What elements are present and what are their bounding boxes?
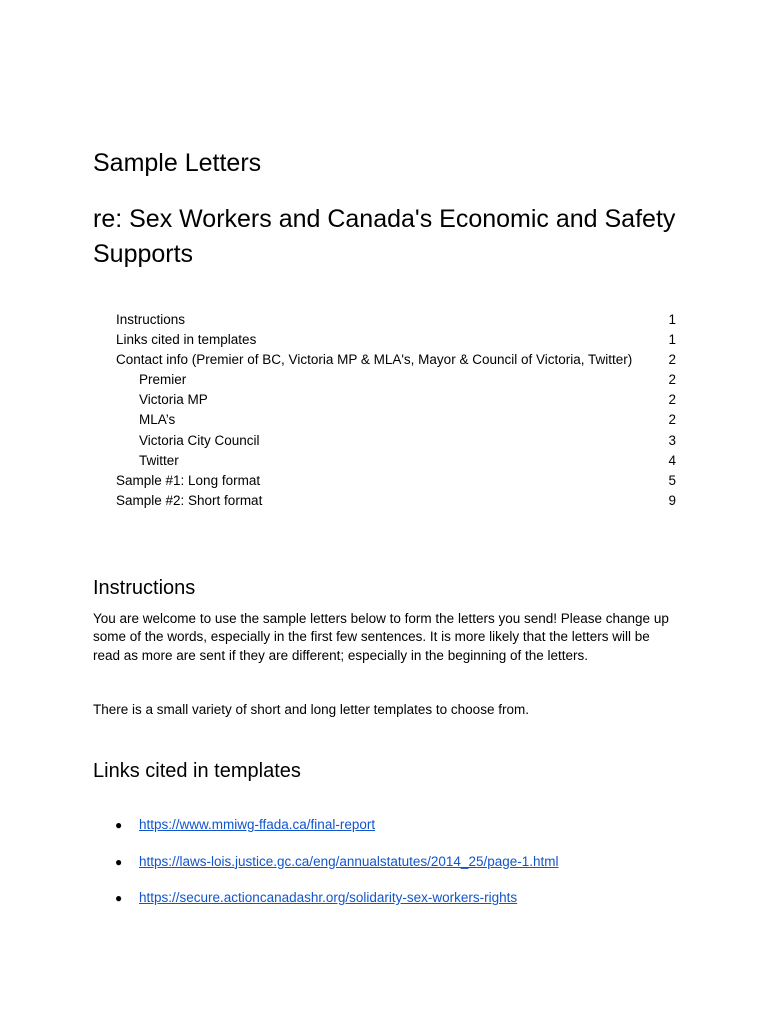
link-mmiwg-final-report[interactable]: https://www.mmiwg-ffada.ca/final-report [139, 817, 376, 832]
toc-entry-label: Twitter [139, 452, 179, 468]
toc-entry-instructions[interactable] [116, 310, 676, 330]
toc-entry-page: 2 [668, 352, 676, 368]
toc-entry-page: 9 [668, 492, 676, 508]
link-annual-statutes[interactable]: https://laws-lois.justice.gc.ca/eng/annualstatutes/2014_25/page-1.html [139, 853, 559, 869]
toc-entry-label: Contact info (Premier of BC, Victoria MP & MLA's, Mayor & Council of Victoria, Twitter) [116, 352, 633, 368]
toc-entry-page: 1 [668, 312, 676, 327]
toc-entry-links[interactable] [116, 330, 676, 350]
toc-entry-mlas[interactable] [116, 410, 676, 430]
toc-entry-label: Sample #2: Short format [116, 492, 263, 508]
bullet-icon: ● [115, 891, 123, 905]
toc-entry-page: 5 [668, 472, 676, 488]
toc-entry-label: Links cited in templates [116, 332, 257, 348]
instructions-paragraph: There is a small variety of short and long letter templates to choose from. [93, 702, 529, 717]
toc-entry-city-council[interactable] [116, 431, 676, 451]
toc-entry-sample-2[interactable] [116, 491, 676, 511]
toc-entry-label: Premier [139, 372, 187, 388]
document-subtitle: re: Sex Workers and Canada's Economic and Safety Supports [93, 205, 676, 268]
toc-entry-label: Instructions [116, 312, 186, 327]
toc-entry-page: 2 [668, 392, 676, 408]
toc-entry-premier[interactable] [116, 370, 676, 390]
toc-entry-label: MLA’s [139, 412, 176, 428]
document-title: Sample Letters [93, 149, 262, 177]
toc-entry-page: 4 [668, 452, 676, 468]
toc-entry-twitter[interactable] [116, 451, 676, 471]
toc-entry-page: 2 [668, 412, 676, 428]
bullet-icon: ● [115, 854, 123, 869]
toc-entry-label: Victoria City Council [139, 432, 260, 448]
toc-entry-page: 2 [668, 372, 676, 388]
toc-entry-page: 1 [668, 332, 676, 348]
link-solidarity-sex-workers[interactable]: https://secure.actioncanadashr.org/solidarity-sex-workers-rights [139, 890, 518, 905]
instructions-heading: Instructions [93, 577, 196, 599]
links-heading: Links cited in templates [93, 760, 301, 782]
toc-entry-victoria-mp[interactable] [116, 390, 676, 410]
toc-entry-page: 3 [668, 432, 676, 448]
links-list [93, 815, 559, 925]
toc-entry-label: Sample #1: Long format [116, 472, 261, 488]
toc-entry-sample-1[interactable] [116, 471, 676, 491]
list-item [93, 888, 559, 925]
toc-entry-contact-info[interactable] [116, 350, 676, 370]
instructions-paragraph: You are welcome to use the sample letters below to form the letters you send! Please change up some of the words, especially in the first few sentences. It is more likely that the letters will be read as more are sent if they are different; especially in the beginning of the letters. [93, 611, 669, 663]
list-item [93, 852, 559, 889]
bullet-icon: ● [115, 818, 123, 832]
list-item [93, 815, 559, 852]
toc-entry-label: Victoria MP [139, 392, 208, 408]
table-of-contents [116, 310, 676, 511]
